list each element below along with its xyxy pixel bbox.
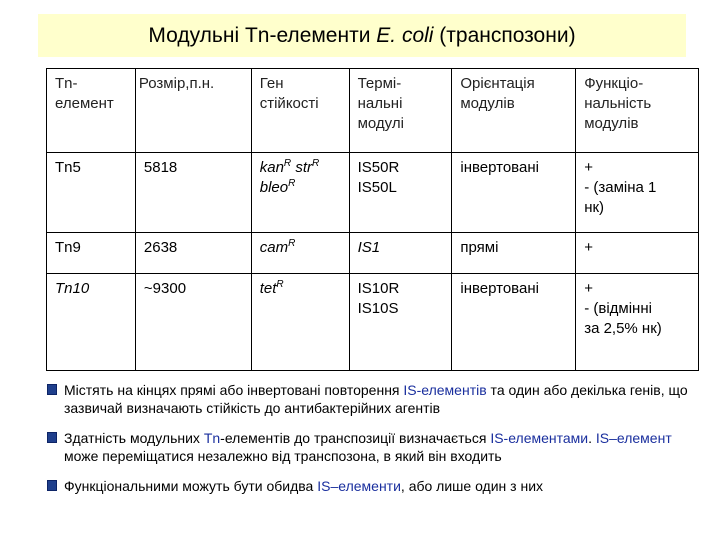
header-module-functionality: Функціо- нальність модулів [576,69,699,153]
cell-function: + [576,233,699,274]
bullet-item: Здатність модульних Tn-елементів до транспозиції визначається IS-елементами. IS–елемент може переміщатися незалежно від транспозона, в який він входить [47,429,707,465]
cell-function: + - (заміна 1 нк) [576,153,699,233]
bullet-square-icon [47,384,57,395]
cell-size: 2638 [135,233,251,274]
cell-gene: cam$^R$ [251,233,349,274]
bullet-list [47,381,707,507]
cell-size: 5818 [135,153,251,233]
table-row-tn5 [47,153,699,233]
cell-terminal: IS10R IS10S [349,274,452,371]
header-tn-element: Tn- елемент [47,69,136,153]
cell-orientation: прямі [452,233,576,274]
bullet-square-icon [47,432,57,443]
title-text: Модульні Tn-елементи E. coli (транспозони) [148,23,576,47]
cell-function: + - (відмінні за 2,5% нк) [576,274,699,371]
table-row-tn10 [47,274,699,371]
cell-orientation: інвертовані [452,274,576,371]
table-header-row [47,69,699,153]
cell-orientation: інвертовані [452,153,576,233]
table-row-tn9 [47,233,699,274]
cell-terminal: IS1 [349,233,452,274]
slide-title [38,14,686,57]
cell-size: ~9300 [135,274,251,371]
cell-terminal: IS50R IS50L [349,153,452,233]
header-resistance-gene: Ген стійкості [251,69,349,153]
cell-gene: kan$^R$ str$^R$ bleo$^R$ [251,153,349,233]
header-size: Розмір,п.н. [135,69,251,153]
header-terminal-modules: Термі- нальні модулі [349,69,452,153]
header-module-orientation: Орієнтація модулів [452,69,576,153]
bullet-item: Містять на кінцях прямі або інвертовані повторення IS-елементів та один або декілька генів, що зазвичай визначають стійкість до антибактерійних агентів [47,381,707,417]
bullet-item: Функціональними можуть бути обидва IS–елементи, або лише один з них [47,477,707,495]
cell-tn: Tn5 [47,153,136,233]
cell-tn: Tn10 [47,274,136,371]
transposon-table [46,68,699,371]
bullet-square-icon [47,480,57,491]
cell-tn: Tn9 [47,233,136,274]
cell-gene: tet$^R$ [251,274,349,371]
